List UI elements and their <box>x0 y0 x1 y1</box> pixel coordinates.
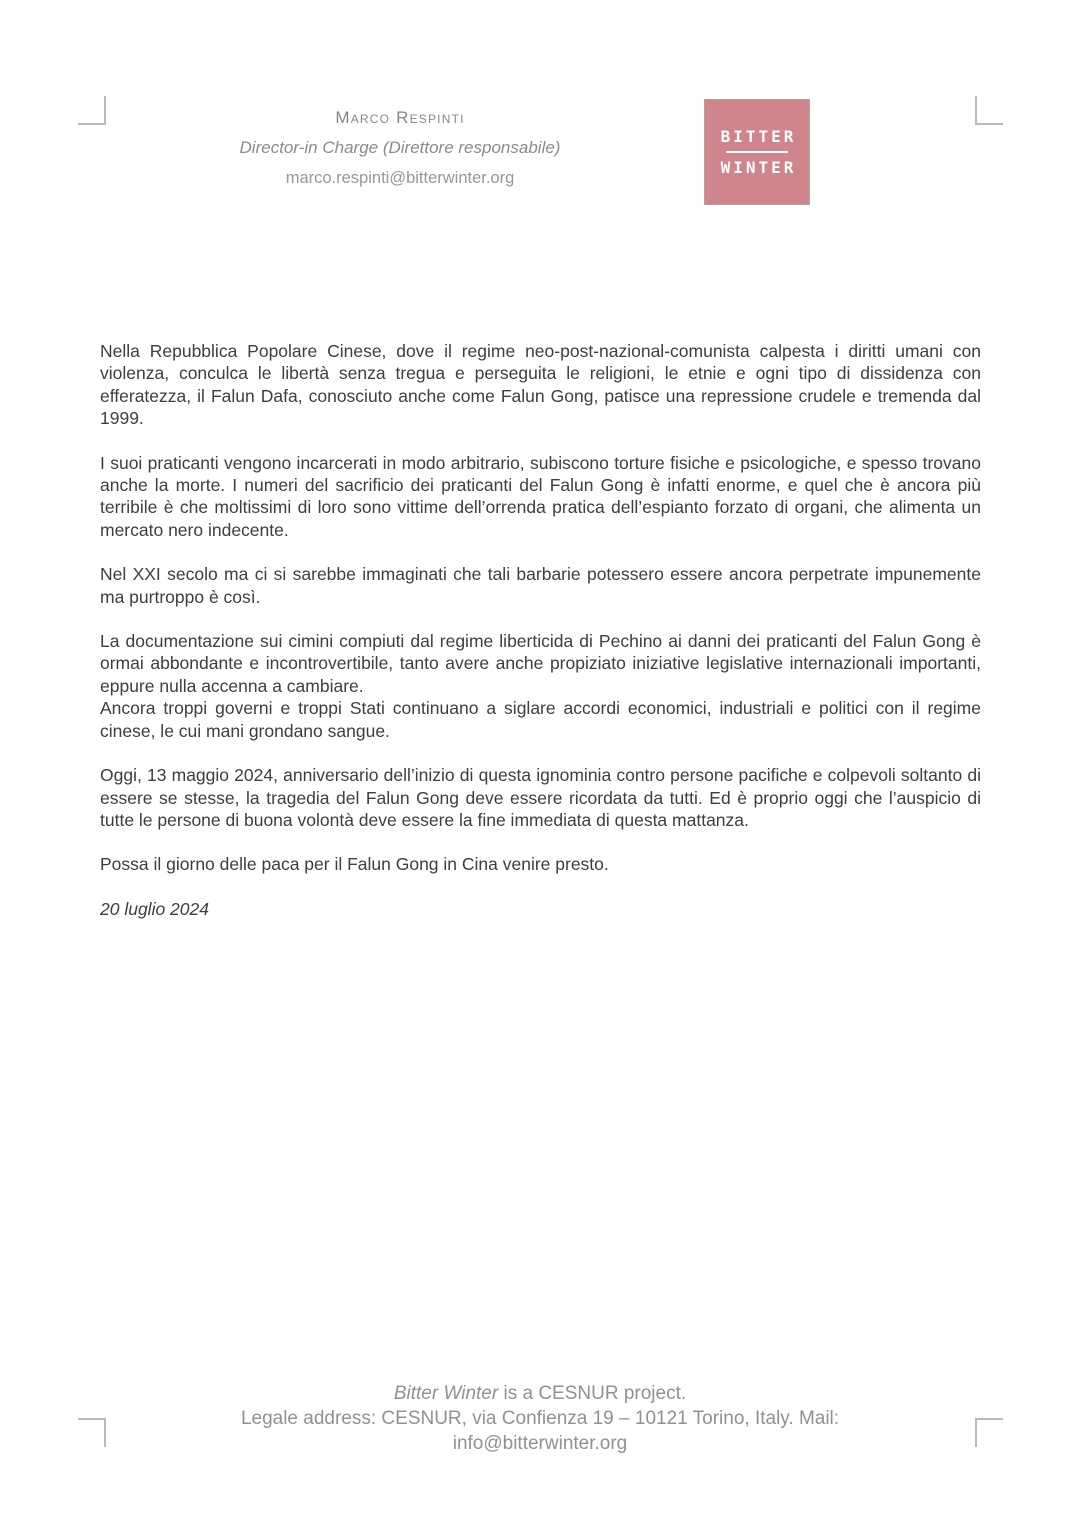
logo-word-winter: WINTER <box>720 158 797 177</box>
letter-footer <box>0 1381 1080 1456</box>
author-name: Marco Respinti <box>335 108 465 127</box>
letter-body <box>100 340 981 942</box>
paragraph: Possa il giorno delle paca per il Falun Gong in Cina venire presto. <box>100 854 609 875</box>
footer-line-3: info@bitterwinter.org <box>452 1433 628 1454</box>
corner-mark-top-right <box>975 96 1003 125</box>
paragraph: Nel XXI secolo ma ci si sarebbe immaginati che tali barbarie potessero essere ancora perpetrate impunemente ma purtroppo è così. <box>100 564 981 607</box>
paragraph: Nella Repubblica Popolare Cinese, dove il regime neo-post-nazional-comunista calpesta i diritti umani con violenza, conculca le libertà senza tregua e perseguita le religioni, le etnie e ogni tipo di dissidenza con efferatezza, il Falun Dafa, conosciuto anche come Falun Gong, patisce una repressione crudele e tremenda dal 1999. <box>100 341 981 429</box>
paragraph: Ancora troppi governi e troppi Stati continuano a siglare accordi economici, industriali e politici con il regime cinese, le cui mani grondano sangue. <box>100 698 981 741</box>
paragraph: I suoi praticanti vengono incarcerati in modo arbitrario, subiscono torture fisiche e psicologiche, e spesso trovano anche la morte. I numeri del sacrificio dei praticanti del Falun Gong è infatti enorme, e quel che è ancora più terribile è che moltissimi di loro sono vittime dell’orrenda pratica dell’espianto forzato di organi, che alimenta un mercato nero indecente. <box>100 452 981 540</box>
footer-brand: Bitter Winter <box>393 1383 499 1404</box>
footer-line-1 <box>0 1381 1080 1406</box>
logo-divider <box>726 151 788 153</box>
author-role: Director-in Charge (Direttore responsabile) <box>239 138 561 157</box>
logo-word-bitter: BITTER <box>720 127 797 146</box>
letterhead <box>100 103 700 193</box>
paragraph: Oggi, 13 maggio 2024, anniversario dell’inizio di questa ignominia contro persone pacifiche e colpevoli soltanto di essere se stesse, la tragedia del Falun Gong deve essere ricordata da tutti. Ed è proprio oggi che l’auspicio di tutte le persone di buona volontà deve essere la fine immediata di questa mattanza. <box>100 765 981 830</box>
author-email: marco.respinti@bitterwinter.org <box>285 169 515 187</box>
date-line: 20 luglio 2024 <box>100 898 209 919</box>
paragraph: La documentazione sui cimini compiuti dal regime liberticida di Pechino ai danni dei praticanti del Falun Gong è ormai abbondante e incontrovertibile, tanto avere anche propiziato iniziative legislative internazionali importanti, eppure nulla accenna a cambiare. <box>100 631 981 696</box>
footer-line-2: Legale address: CESNUR, via Confienza 19 – 10121 Torino, Italy. Mail: <box>240 1408 840 1429</box>
bitter-winter-logo <box>705 100 809 204</box>
footer-line-1-rest: is a CESNUR project. <box>498 1383 687 1404</box>
